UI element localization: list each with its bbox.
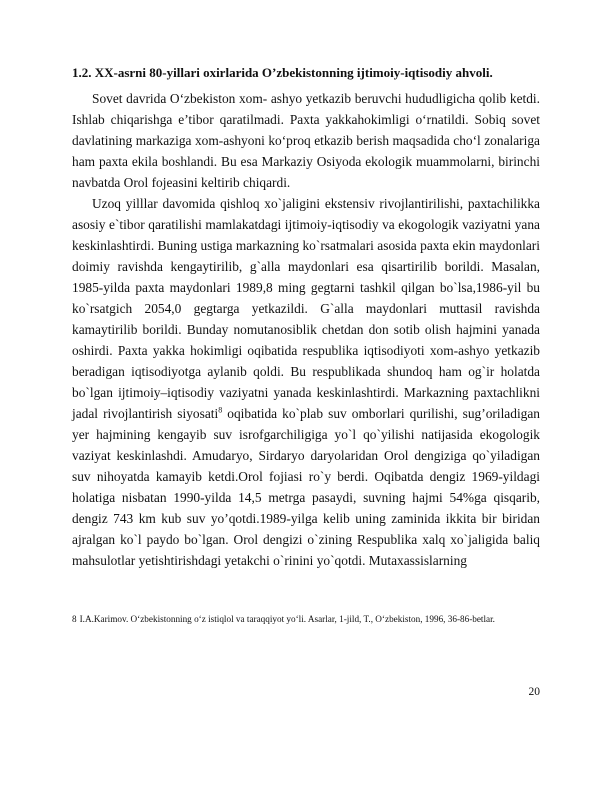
page-body bbox=[72, 64, 540, 571]
paragraph-2-continued: oqibatida ko`plab suv omborlari qurilishi, sug’oriladigan yer hajmining kengayib suv isrofgarchiligiga yo`l qo`yilishi natijasida ekogologik vaziyat keskinlashdi. Amudaryo, Sirdaryo daryolaridan Orol dengiziga qo`yiladigan suv nihoyatda kamayib ketdi.Orol fojiasi ro`y berdi. Oqibatda dengiz 1969-yildagi holatiga nisbatan 1990-yilda 14,5 metrga pasaydi, suvning hajmi 54%ga qisqarib, dengiz 743 km kub suv yo’qotdi.1989-yilga kelib uning zaminida ikkita bir biridan ajralgan ko`l paydo bo`lgan. Orol dengizi o`zining Respublika xalq xo`jaligida baliq mahsulotlar yetishtirishdagi yetakchi o`rinini yo`qotdi. Mutaxassislarning bbox=[72, 406, 540, 568]
page-number: 20 bbox=[528, 686, 540, 698]
footnote-number: 8 bbox=[72, 614, 77, 624]
paragraph-1: Sovet davrida O‘zbekiston xom- ashyo yetkazib beruvchi hududligicha qolib ketdi. Ishlab chiqarishga e’tibor qaratilmadi. Paxta yakkahokimligi o‘rnatildi. Sobiq sovet davlatining markaziga xom-ashyoni ko‘proq etkazib berish maqsadida cho‘l zonalariga ham paxta ekila boshlandi. Bu esa Markaziy Osiyoda ekologik muammolarni, birinchi navbatda Orol fojeasini keltirib chiqardi. bbox=[72, 91, 540, 190]
footnote bbox=[72, 613, 540, 625]
footnote-ref: 8 bbox=[218, 405, 223, 415]
paragraph-2 bbox=[72, 193, 540, 571]
footnote-text: I.A.Karimov. O‘zbekistonning o‘z istiqlol va taraqqiyot yo‘li. Asarlar, 1-jild, T., O‘zbekiston, 1996, 36-86-betlar. bbox=[79, 614, 495, 624]
section-heading: 1.2. XX-asrni 80-yillari oxirlarida O’zbekistonning ijtimoiy-iqtisodiy ahvoli. bbox=[72, 65, 493, 80]
paragraph-2-text: Uzoq yilllar davomida qishloq xo`jaligini ekstensiv rivojlantirilishi, paxtachilikka asosiy e`tibor qaratilishi mamlakatdagi ijtimoiy-iqtisodiy va ekogologik vaziyatni yana keskinlashtirdi. Buning ustiga markazning ko`rsatmalari asosida paxta ekin maydonlari doimiy ravishda kengaytirilib, g`alla maydonlari esa qisartirilib borildi. Masalan, 1985-yilda paxta maydonlari 1989,8 ming gegtarni tashkil qilgan bo`lsa,1986-yil bu ko`rsatgich 2054,0 gegtarga yetkazildi. G`alla maydonlari muttasil ravishda kamaytirilib borildi. Bunday nomutanosiblik chetdan don sotib olish hajmini yanada oshirdi. Paxta yakka hokimligi oqibatida respublika iqtisodiyoti xom-ashyo yetkazib beradigan iqtisodiyotga aylanib qoldi. Bu respublikada shundoq ham og`ir holatda bo`lgan ijtimoiy–iqtisodiy vaziyatni yanada keskinlashtirdi. Markazning paxtachlikni jadal rivojlantirish siyosati bbox=[72, 196, 540, 421]
